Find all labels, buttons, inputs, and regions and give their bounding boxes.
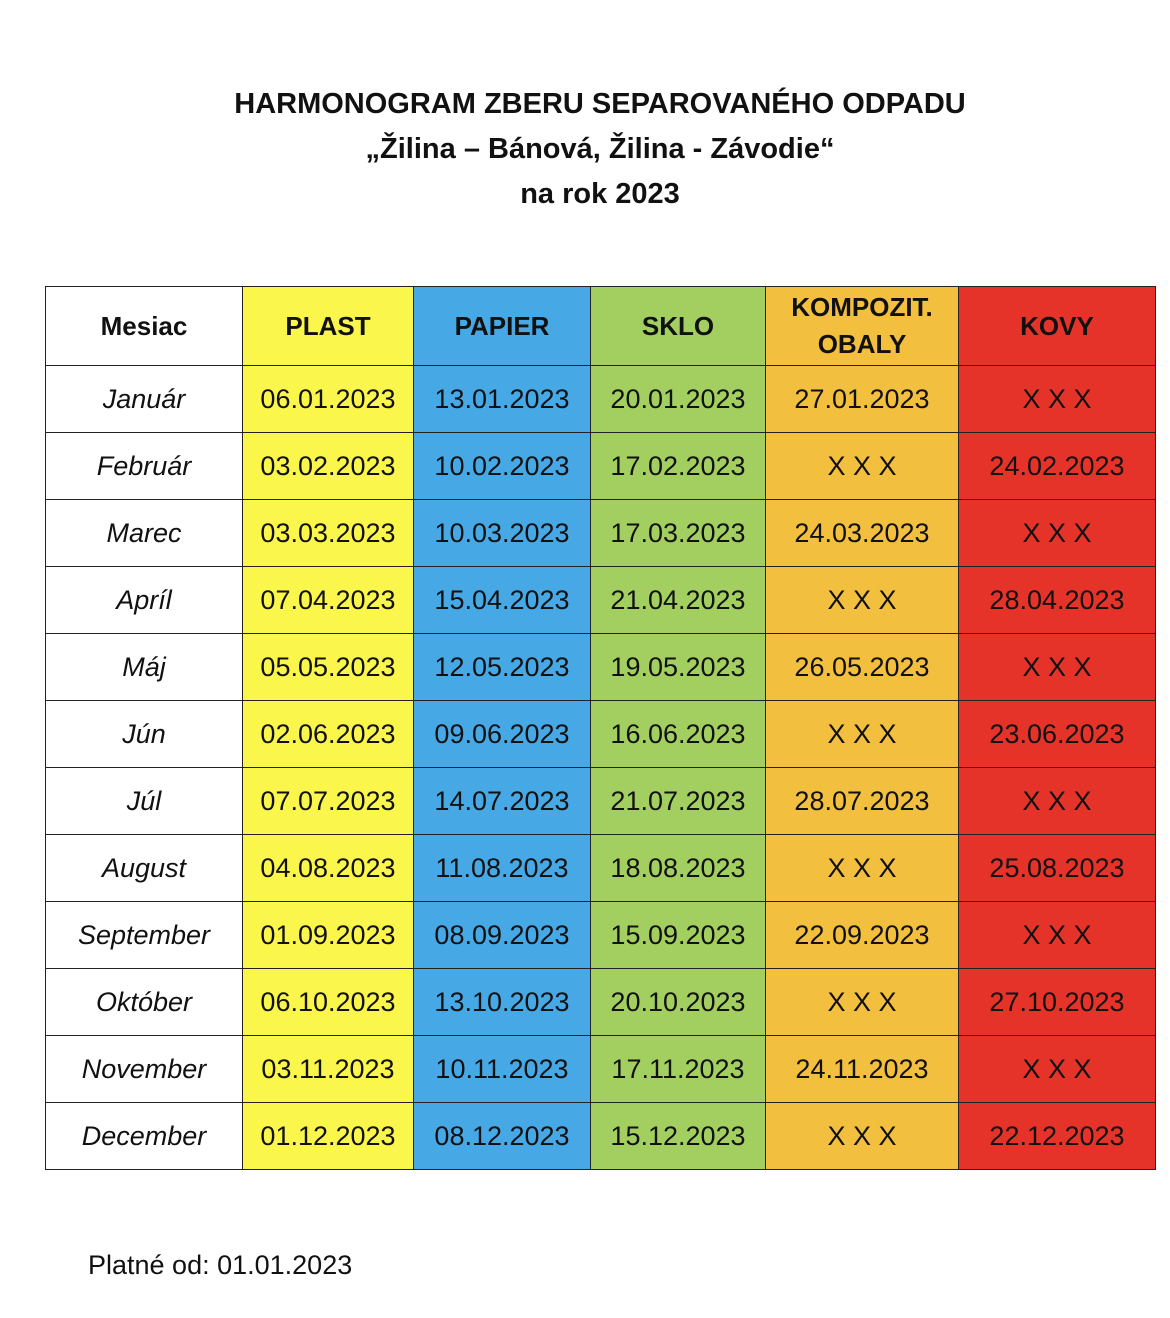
- header-plast: PLAST: [243, 287, 414, 366]
- cell-month: Marec: [46, 500, 243, 567]
- cell-kovy: X X X: [959, 1036, 1156, 1103]
- cell-month: Apríl: [46, 567, 243, 634]
- cell-plast: 07.04.2023: [243, 567, 414, 634]
- cell-kompozit: 26.05.2023: [766, 634, 959, 701]
- cell-papier: 10.03.2023: [414, 500, 591, 567]
- cell-month: November: [46, 1036, 243, 1103]
- cell-plast: 02.06.2023: [243, 701, 414, 768]
- cell-sklo: 20.10.2023: [591, 969, 766, 1036]
- cell-kompozit: X X X: [766, 1103, 959, 1170]
- title-line-1: HARMONOGRAM ZBERU SEPAROVANÉHO ODPADU: [234, 88, 966, 120]
- cell-plast: 01.12.2023: [243, 1103, 414, 1170]
- cell-papier: 15.04.2023: [414, 567, 591, 634]
- header-month: Mesiac: [46, 287, 243, 366]
- cell-kompozit: X X X: [766, 701, 959, 768]
- cell-kovy: 24.02.2023: [959, 433, 1156, 500]
- cell-plast: 04.08.2023: [243, 835, 414, 902]
- cell-month: Máj: [46, 634, 243, 701]
- header-kompozit-line-2: OBALY: [817, 329, 907, 359]
- table-header-row: [46, 287, 1156, 366]
- cell-plast: 03.03.2023: [243, 500, 414, 567]
- cell-kovy: 23.06.2023: [959, 701, 1156, 768]
- cell-sklo: 17.02.2023: [591, 433, 766, 500]
- table-row: [46, 835, 1156, 902]
- cell-month: Október: [46, 969, 243, 1036]
- cell-month: September: [46, 902, 243, 969]
- cell-month: Január: [46, 366, 243, 433]
- cell-month: December: [46, 1103, 243, 1170]
- cell-papier: 09.06.2023: [414, 701, 591, 768]
- cell-kompozit: X X X: [766, 835, 959, 902]
- cell-kompozit: 22.09.2023: [766, 902, 959, 969]
- cell-month: Február: [46, 433, 243, 500]
- cell-kovy: 22.12.2023: [959, 1103, 1156, 1170]
- table-row: [46, 1036, 1156, 1103]
- cell-sklo: 16.06.2023: [591, 701, 766, 768]
- cell-plast: 01.09.2023: [243, 902, 414, 969]
- table-row: [46, 768, 1156, 835]
- header-kompozit-line-1: KOMPOZIT.: [791, 292, 933, 322]
- cell-kovy: 25.08.2023: [959, 835, 1156, 902]
- cell-kovy: 28.04.2023: [959, 567, 1156, 634]
- cell-plast: 03.02.2023: [243, 433, 414, 500]
- cell-kovy: X X X: [959, 902, 1156, 969]
- header-kompozit: [766, 287, 959, 366]
- cell-kompozit: X X X: [766, 969, 959, 1036]
- cell-month: August: [46, 835, 243, 902]
- table-row: [46, 366, 1156, 433]
- cell-sklo: 17.11.2023: [591, 1036, 766, 1103]
- cell-kovy: 27.10.2023: [959, 969, 1156, 1036]
- cell-papier: 10.11.2023: [414, 1036, 591, 1103]
- cell-papier: 14.07.2023: [414, 768, 591, 835]
- title-line-2: „Žilina – Bánová, Žilina - Závodie“: [365, 133, 835, 165]
- cell-plast: 07.07.2023: [243, 768, 414, 835]
- cell-sklo: 20.01.2023: [591, 366, 766, 433]
- cell-sklo: 19.05.2023: [591, 634, 766, 701]
- cell-sklo: 15.09.2023: [591, 902, 766, 969]
- cell-month: Júl: [46, 768, 243, 835]
- cell-sklo: 21.04.2023: [591, 567, 766, 634]
- cell-kompozit: 24.03.2023: [766, 500, 959, 567]
- cell-papier: 13.01.2023: [414, 366, 591, 433]
- cell-month: Jún: [46, 701, 243, 768]
- header-papier: PAPIER: [414, 287, 591, 366]
- cell-kovy: X X X: [959, 500, 1156, 567]
- cell-kompozit: 27.01.2023: [766, 366, 959, 433]
- cell-kovy: X X X: [959, 634, 1156, 701]
- table-row: [46, 701, 1156, 768]
- cell-kompozit: X X X: [766, 433, 959, 500]
- cell-sklo: 18.08.2023: [591, 835, 766, 902]
- valid-from-note: Platné od: 01.01.2023: [88, 1250, 353, 1280]
- cell-sklo: 17.03.2023: [591, 500, 766, 567]
- title-line-3: na rok 2023: [520, 178, 680, 210]
- cell-papier: 08.09.2023: [414, 902, 591, 969]
- cell-kompozit: X X X: [766, 567, 959, 634]
- header-sklo: SKLO: [591, 287, 766, 366]
- table-row: [46, 567, 1156, 634]
- cell-plast: 03.11.2023: [243, 1036, 414, 1103]
- cell-papier: 13.10.2023: [414, 969, 591, 1036]
- table-row: [46, 634, 1156, 701]
- table-row: [46, 1103, 1156, 1170]
- cell-plast: 06.01.2023: [243, 366, 414, 433]
- cell-papier: 12.05.2023: [414, 634, 591, 701]
- header-kovy: KOVY: [959, 287, 1156, 366]
- table-row: [46, 902, 1156, 969]
- table-row: [46, 433, 1156, 500]
- document-title: [0, 82, 1170, 217]
- cell-papier: 08.12.2023: [414, 1103, 591, 1170]
- cell-kovy: X X X: [959, 366, 1156, 433]
- cell-sklo: 21.07.2023: [591, 768, 766, 835]
- cell-plast: 05.05.2023: [243, 634, 414, 701]
- cell-sklo: 15.12.2023: [591, 1103, 766, 1170]
- cell-plast: 06.10.2023: [243, 969, 414, 1036]
- cell-kompozit: 24.11.2023: [766, 1036, 959, 1103]
- table-row: [46, 500, 1156, 567]
- collection-schedule-table: [45, 286, 1156, 1170]
- cell-kompozit: 28.07.2023: [766, 768, 959, 835]
- cell-papier: 10.02.2023: [414, 433, 591, 500]
- cell-kovy: X X X: [959, 768, 1156, 835]
- cell-papier: 11.08.2023: [414, 835, 591, 902]
- table-row: [46, 969, 1156, 1036]
